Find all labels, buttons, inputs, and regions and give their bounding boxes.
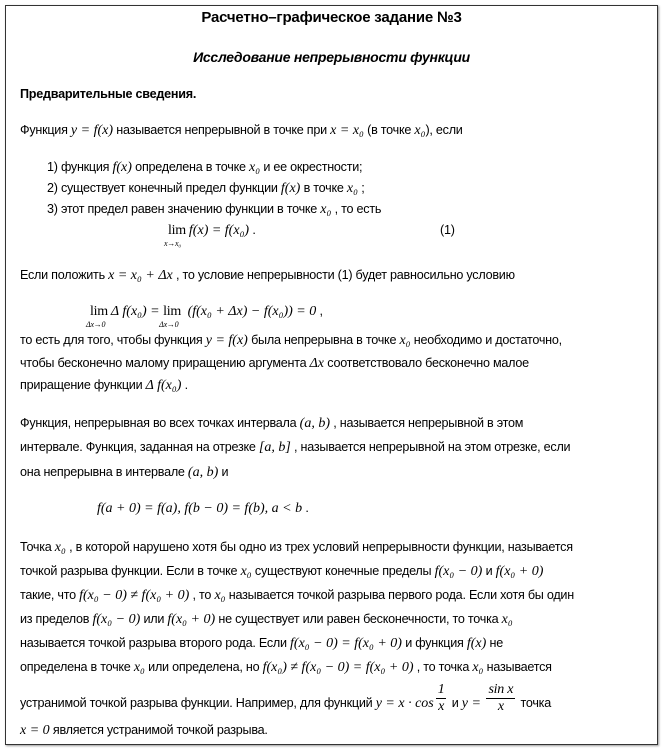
- text-run: приращение функции: [20, 378, 146, 392]
- text-run: .: [302, 501, 309, 515]
- text-run: точкой разрыва функции. Если в точке: [20, 564, 241, 578]
- text-run: из пределов: [20, 612, 93, 626]
- math-expression: x₀: [399, 333, 411, 348]
- text-run: Функция, непрерывная во всех точках интервала: [20, 416, 300, 430]
- text-run: 2) существует конечный предел функции: [47, 181, 281, 195]
- text-line: [47, 201, 381, 218]
- text-run: она непрерывна в интервале: [20, 465, 188, 479]
- text-run: называется: [483, 660, 552, 674]
- text-run: называется непрерывной в точке при: [113, 123, 331, 137]
- math-expression: x = x₀: [330, 123, 364, 138]
- math-expression: x₀: [320, 202, 332, 217]
- math-expression: y = x · cos: [375, 695, 434, 711]
- text-line: [20, 563, 543, 580]
- math-expression: f(x) = f(x₀): [188, 223, 250, 238]
- text-run: существуют конечные пределы: [251, 564, 435, 578]
- text-run: не существует или равен бесконечности, то точка: [215, 612, 502, 626]
- text-run: Если положить: [20, 268, 109, 282]
- text-line: [20, 415, 523, 432]
- document-title: Расчетно–графическое задание №3: [201, 9, 462, 26]
- text-run: определена в точке: [20, 660, 134, 674]
- text-run: соответствовало бесконечно малое: [324, 356, 529, 370]
- text-run: точка: [517, 695, 551, 710]
- math-expression: x₀: [414, 123, 426, 138]
- text-run: называется точкой разрыва второго рода. Если: [20, 636, 291, 650]
- limit-operator: [86, 304, 108, 329]
- math-expression: f(x₀ − 0) ≠ f(x₀ + 0): [79, 588, 190, 603]
- math-expression: x₀: [214, 588, 226, 603]
- text-run: 1) функция: [47, 160, 113, 174]
- math-expression: f(x): [280, 181, 301, 196]
- math-expression: x = x₀ + Δx: [108, 268, 173, 283]
- text-run: устранимой точкой разрыва функции. Например, для функций: [20, 695, 376, 710]
- text-run: определена в точке: [131, 160, 249, 174]
- text-line: [47, 159, 362, 176]
- math-expression: Δx: [309, 356, 325, 371]
- text-line: [20, 267, 515, 284]
- text-run: , в которой нарушено хотя бы одно из трех условий непрерывности функции, называется: [65, 540, 573, 554]
- math-expression: [a, b]: [258, 440, 291, 455]
- text-line: [20, 611, 513, 628]
- text-line: [20, 332, 562, 349]
- text-run: , то точка: [413, 660, 473, 674]
- text-line: [20, 587, 574, 604]
- math-expression: f(x₀ + 0): [495, 564, 544, 579]
- fraction: [486, 682, 515, 715]
- fraction-numerator: 1: [437, 682, 445, 697]
- text-line: [20, 722, 268, 739]
- math-expression: f(x₀) ≠ f(x₀ − 0) = f(x₀ + 0): [262, 660, 414, 675]
- limit-subscript: x→x₀: [164, 239, 181, 248]
- text-run: и: [218, 465, 229, 479]
- text-line: [20, 659, 552, 676]
- text-run: ,: [316, 304, 323, 318]
- text-run: или: [140, 612, 168, 626]
- limit-operator: [159, 304, 182, 329]
- limit-label: lim: [168, 223, 186, 238]
- math-expression: x₀: [54, 540, 66, 555]
- fraction-denominator: x: [438, 699, 445, 714]
- text-line: [20, 635, 503, 652]
- math-expression: Δ f(x₀) =: [110, 304, 164, 319]
- text-run: ;: [357, 181, 365, 195]
- text-line: [20, 355, 529, 372]
- text-run: 3) этот предел равен значению функции в точке: [47, 202, 321, 216]
- text-run: интервале. Функция, заданная на отрезке: [20, 440, 259, 454]
- text-run: в точке: [300, 181, 347, 195]
- math-expression: x₀: [472, 660, 484, 675]
- section-heading: Предварительные сведения.: [20, 87, 197, 101]
- fraction-numerator: sin x: [488, 682, 514, 697]
- math-expression: x = 0: [20, 723, 50, 738]
- document-frame: [5, 5, 658, 745]
- fraction: [436, 682, 447, 715]
- text-run: , называется непрерывной на этом отрезке, если: [290, 440, 571, 454]
- limit-subscript: Δx→0: [86, 320, 106, 329]
- text-run: (1): [440, 223, 455, 237]
- limit-label: lim: [163, 304, 182, 319]
- fraction-denominator: x: [497, 699, 504, 714]
- text-line: [47, 180, 364, 197]
- text-run: и: [482, 564, 496, 578]
- text-run: (в точке: [363, 123, 415, 137]
- text-run: является устранимой точкой разрыва.: [49, 723, 268, 737]
- text-line: [20, 464, 228, 481]
- math-expression: f(x₀ − 0): [434, 564, 483, 579]
- math-expression: f(x): [112, 160, 132, 175]
- text-run: такие, что: [20, 588, 80, 602]
- math-expression: y =: [461, 695, 485, 711]
- math-expression: f(x): [466, 636, 487, 651]
- math-expression: f(x₀ − 0): [92, 612, 141, 627]
- text-run: , то условие непрерывности (1) будет равносильно условию: [172, 268, 515, 282]
- text-run: была непрерывна в точке: [247, 333, 400, 347]
- text-line: [164, 222, 256, 248]
- text-line: [97, 500, 309, 517]
- text-line: [20, 682, 551, 715]
- text-run: , то есть: [331, 202, 382, 216]
- text-line: [20, 122, 463, 139]
- limit-operator: [164, 223, 186, 248]
- math-expression: f(x₀ − 0) = f(x₀ + 0): [290, 636, 402, 651]
- text-run: ), если: [425, 123, 463, 137]
- math-expression: x₀: [133, 660, 145, 675]
- math-expression: x₀: [501, 612, 513, 627]
- math-expression: y = f(x): [205, 333, 248, 348]
- math-expression: y = f(x): [70, 123, 113, 138]
- math-expression: x₀: [346, 181, 358, 196]
- text-line: [20, 439, 570, 456]
- text-run: то есть для того, чтобы функция: [20, 333, 206, 347]
- text-line: [86, 303, 323, 329]
- math-expression: (a, b): [299, 416, 330, 431]
- text-run: или определена, но: [144, 660, 263, 674]
- limit-label: lim: [90, 304, 108, 319]
- text-run: Функция: [20, 123, 71, 137]
- text-line: [20, 539, 573, 556]
- text-run: Точка: [20, 540, 55, 554]
- text-run: и: [448, 695, 462, 710]
- text-run: , то: [189, 588, 215, 602]
- text-run: и функция: [401, 636, 467, 650]
- text-run: и ее окрестности;: [260, 160, 363, 174]
- math-expression: x₀: [249, 160, 261, 175]
- math-expression: (a, b): [187, 465, 219, 480]
- text-run: чтобы бесконечно малому приращению аргумента: [20, 356, 310, 370]
- math-expression: f(x₀ + 0): [167, 612, 216, 627]
- text-run: .: [249, 223, 256, 237]
- document-subtitle: Исследование непрерывности функции: [193, 49, 470, 65]
- text-line: [20, 377, 188, 394]
- text-run: .: [181, 378, 188, 392]
- text-run: , называется непрерывной в этом: [330, 416, 524, 430]
- text-run: необходимо и достаточно,: [410, 333, 562, 347]
- math-expression: x₀: [240, 564, 252, 579]
- text-line: [440, 222, 455, 238]
- math-expression: Δ f(x₀): [145, 378, 182, 393]
- math-expression: f(a + 0) = f(a), f(b − 0) = f(b), a < b: [97, 501, 303, 516]
- text-run: называется точкой разрыва первого рода. Если хотя бы один: [225, 588, 574, 602]
- text-run: не: [486, 636, 503, 650]
- math-expression: (f(x₀ + Δx) − f(x₀)) = 0: [184, 304, 317, 319]
- limit-subscript: Δx→0: [159, 320, 179, 329]
